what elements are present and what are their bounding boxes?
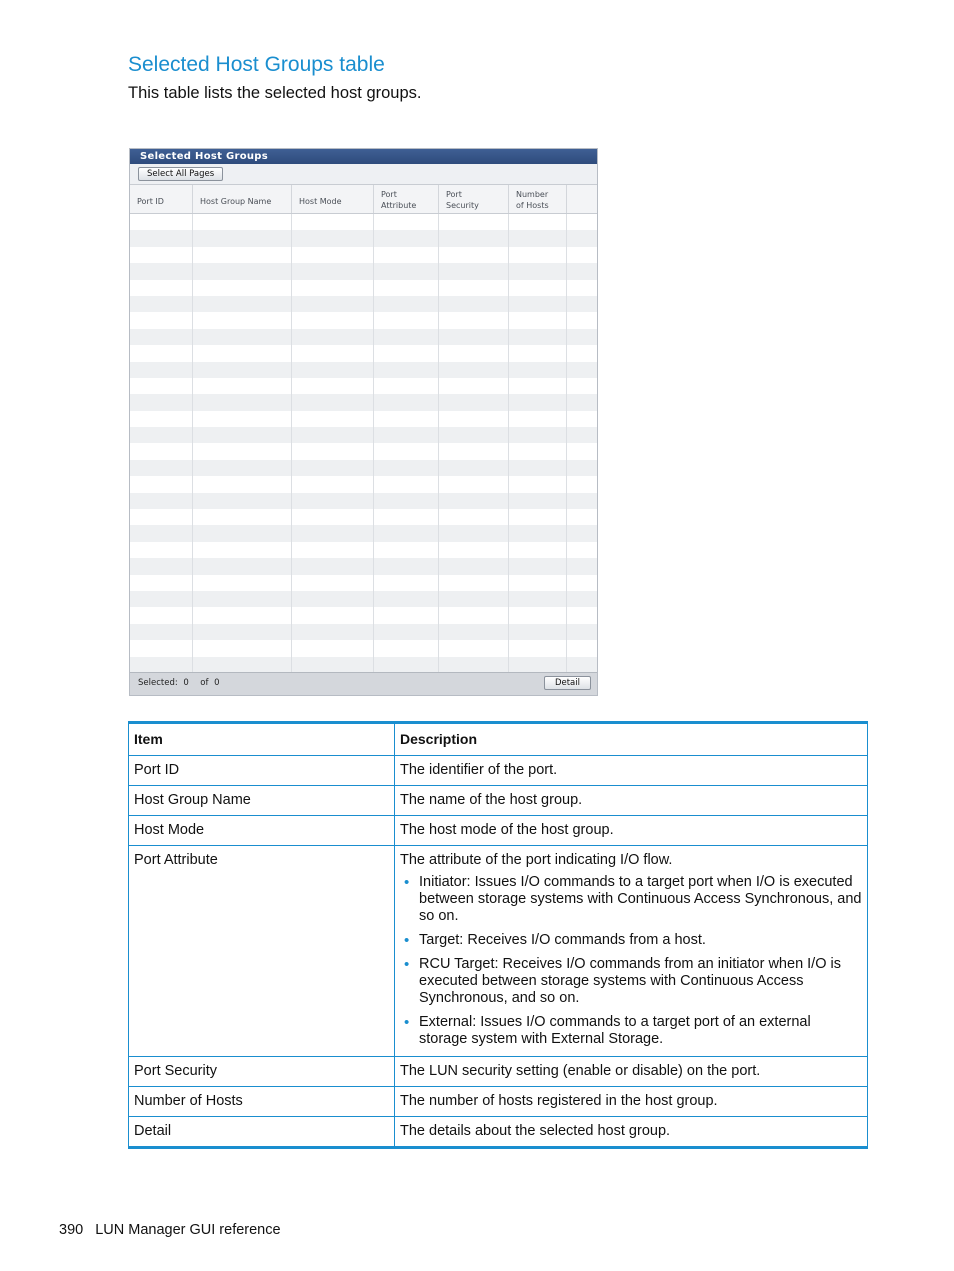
grid-empty-row	[130, 640, 597, 656]
column-header-port-attribute[interactable]: Port Attribute	[374, 185, 439, 213]
grid-empty-row	[130, 476, 597, 492]
item-cell: Port Attribute	[129, 846, 395, 1057]
description-cell: The details about the selected host group.	[395, 1117, 868, 1148]
footer-title: LUN Manager GUI reference	[95, 1222, 281, 1238]
header-description: Description	[395, 723, 868, 756]
list-item: • Initiator: Issues I/O commands to a target port when I/O is executed between storage systems with Continuous Access Synchronous, and so on.	[419, 874, 862, 925]
host-groups-grid	[130, 184, 597, 675]
grid-empty-row	[130, 214, 597, 230]
column-header-host-mode[interactable]: Host Mode	[292, 185, 374, 213]
selected-host-groups-panel	[129, 148, 598, 696]
grid-empty-row	[130, 263, 597, 279]
table-row	[129, 816, 868, 846]
grid-empty-row	[130, 542, 597, 558]
item-cell: Host Mode	[129, 816, 395, 846]
description-cell: The host mode of the host group.	[395, 816, 868, 846]
grid-empty-row	[130, 460, 597, 476]
item-cell: Detail	[129, 1117, 395, 1148]
grid-empty-row	[130, 558, 597, 574]
description-table	[128, 721, 868, 1149]
table-row	[129, 1087, 868, 1117]
grid-rows	[130, 214, 597, 673]
grid-empty-row	[130, 525, 597, 541]
table-row	[129, 756, 868, 786]
item-cell: Port Security	[129, 1057, 395, 1087]
page-footer	[59, 1222, 281, 1238]
grid-header	[130, 185, 597, 214]
intro-text: This table lists the selected host groups.	[128, 84, 422, 102]
description-cell: The LUN security setting (enable or disable) on the port.	[395, 1057, 868, 1087]
table-row	[129, 1057, 868, 1087]
grid-empty-row	[130, 624, 597, 640]
grid-empty-row	[130, 575, 597, 591]
description-cell: The name of the host group.	[395, 786, 868, 816]
list-item: • Target: Receives I/O commands from a host.	[419, 932, 862, 949]
grid-empty-row	[130, 378, 597, 394]
column-header-port-security[interactable]: Port Security	[439, 185, 509, 213]
column-header-number-of-hosts[interactable]: Number of Hosts	[509, 185, 567, 213]
grid-empty-row	[130, 280, 597, 296]
item-cell: Port ID	[129, 756, 395, 786]
panel-toolbar	[130, 164, 597, 184]
grid-empty-row	[130, 345, 597, 361]
table-row	[129, 1117, 868, 1148]
grid-empty-row	[130, 329, 597, 345]
grid-empty-row	[130, 443, 597, 459]
column-header-filler	[567, 185, 597, 213]
description-cell: The identifier of the port.	[395, 756, 868, 786]
table-row	[129, 786, 868, 816]
grid-empty-row	[130, 296, 597, 312]
bullet-list	[400, 874, 862, 1048]
description-text: The attribute of the port indicating I/O flow.	[400, 852, 673, 868]
grid-empty-row	[130, 657, 597, 673]
page-number: 390	[59, 1222, 84, 1238]
description-cell	[395, 846, 868, 1057]
grid-empty-row	[130, 509, 597, 525]
grid-empty-row	[130, 247, 597, 263]
description-cell: The number of hosts registered in the host group.	[395, 1087, 868, 1117]
grid-empty-row	[130, 607, 597, 623]
detail-button[interactable]: Detail	[544, 676, 591, 690]
grid-empty-row	[130, 411, 597, 427]
list-item: • External: Issues I/O commands to a target port of an external storage system with External Storage.	[419, 1014, 862, 1048]
table-header-row	[129, 723, 868, 756]
column-header-port-id[interactable]: Port ID	[130, 185, 193, 213]
grid-empty-row	[130, 230, 597, 246]
list-item: • RCU Target: Receives I/O commands from an initiator when I/O is executed between storage systems with Continuous Access Synchronous, and so on.	[419, 956, 862, 1007]
grid-empty-row	[130, 362, 597, 378]
item-cell: Host Group Name	[129, 786, 395, 816]
header-item: Item	[129, 723, 395, 756]
grid-empty-row	[130, 427, 597, 443]
item-cell: Number of Hosts	[129, 1087, 395, 1117]
selection-count: Selected: 0 of 0	[138, 678, 220, 688]
status-bar	[130, 672, 597, 695]
section-title: Selected Host Groups table	[128, 53, 385, 76]
grid-empty-row	[130, 591, 597, 607]
grid-empty-row	[130, 312, 597, 328]
table-row	[129, 846, 868, 1057]
panel-title: Selected Host Groups	[130, 149, 597, 164]
grid-empty-row	[130, 394, 597, 410]
grid-empty-row	[130, 493, 597, 509]
select-all-pages-button[interactable]: Select All Pages	[138, 167, 223, 181]
column-header-host-group-name[interactable]: Host Group Name	[193, 185, 292, 213]
